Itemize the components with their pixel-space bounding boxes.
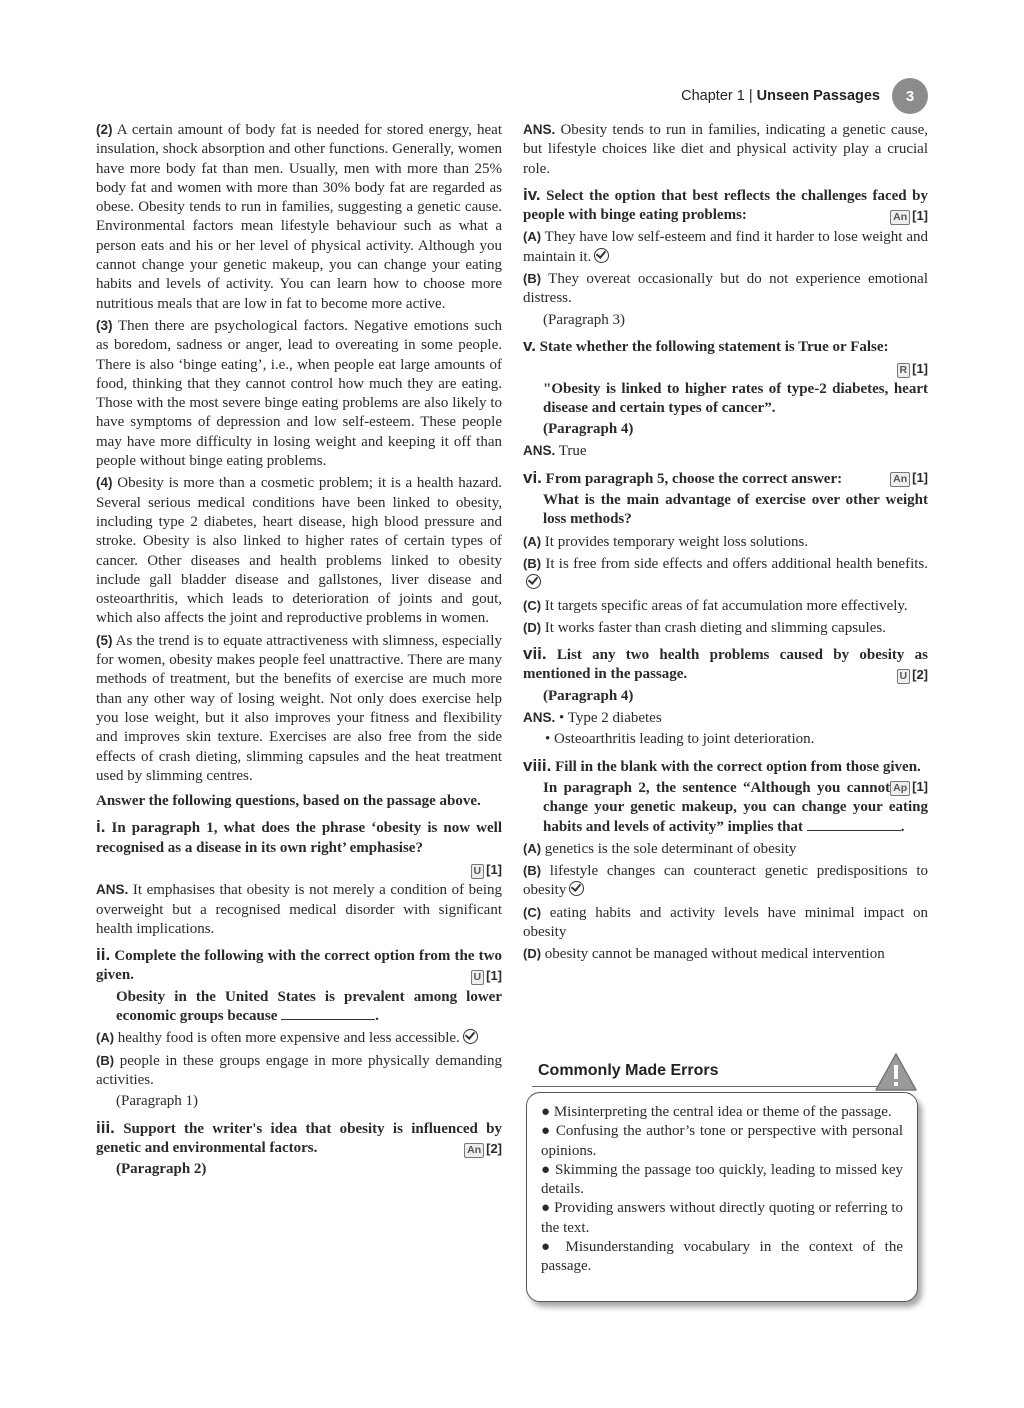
- option-label: (D): [523, 619, 542, 635]
- option-text: lifestyle changes can counteract genetic predispositions to obesity: [523, 863, 928, 899]
- question-8: [523, 755, 928, 794]
- question-number: iv.: [523, 184, 541, 204]
- option-text: It works faster than crash dieting and slimming capsules.: [544, 619, 886, 636]
- error-text: Confusing the author’s tone or perspective with personal opinions.: [541, 1123, 903, 1159]
- question-2: [96, 945, 502, 986]
- blank-line: [807, 818, 901, 831]
- paragraph-5: [96, 631, 502, 786]
- option-text: It targets specific areas of fat accumulation more effectively.: [544, 597, 908, 614]
- paragraph-ref: (Paragraph 2): [116, 1161, 207, 1178]
- level-icon: An: [890, 210, 910, 225]
- question-text: Complete the following with the correct option from the two given.: [96, 948, 502, 984]
- option-label: (A): [523, 533, 542, 549]
- blank-line: [281, 1007, 375, 1020]
- error-item: [541, 1122, 903, 1161]
- option-a: [523, 532, 928, 552]
- paragraph-text: Then there are psychological factors. Negative emotions such as boredom, sadness or anger, lead to overeating in some people. There is also ‘binge eating’, i.e., when people eat large amounts of food, thinking that they cannot control how much they are eating. Those with the most severe binge eating problems are also likely to have symptoms of depression and low self-esteem. These people may have more difficulty in losing weight and keeping it off than people without binge eating problems.: [96, 317, 502, 470]
- paragraph-number: (2): [96, 122, 113, 137]
- chapter-title: [681, 88, 880, 104]
- question-2-stem: Obesity in the United States is prevalent among lower economic groups because .: [116, 988, 502, 1025]
- option-label: (A): [523, 840, 542, 856]
- answer-label: ANS.: [523, 122, 556, 137]
- answer-label: ANS.: [96, 882, 129, 898]
- box-title: Commonly Made Errors: [538, 1062, 719, 1079]
- paragraph-text: Obesity is more than a cosmetic problem; it is a health hazard. Several serious medical conditions have been linked to obesity, including type 2 diabetes, heart disease, high blood pressure and stroke. Obesity is also linked to higher rates of certain types of cancer. Other diseases and health problems linked to obesity include gall bladder disease and gallstones, liver disease and osteoarthritis, which leads to deterioration of joints and gout, which also affects the joint and reproductive problems in women.: [96, 475, 503, 627]
- left-column: [96, 120, 502, 1181]
- instruction: Answer the following questions, based on the passage above.: [96, 793, 481, 810]
- option-text: They have low self-esteem and find it harder to lose weight and maintain it.: [523, 229, 928, 265]
- option-text: people in these groups engage in more physically demanding activities.: [96, 1052, 503, 1088]
- option-label: (C): [523, 904, 542, 920]
- option-text: obesity cannot be managed without medical intervention: [544, 946, 885, 963]
- bullet: ●: [541, 1200, 551, 1217]
- question-text: Select the option that best reflects the challenges faced by people with binge eating problems:: [523, 187, 929, 224]
- stem-text: Obesity in the United States is prevalent among lower economic groups because: [116, 988, 502, 1025]
- question-text: In paragraph 1, what does the phrase ‘obesity is now well recognised as a disease in its own right’ emphasise?: [96, 820, 502, 856]
- question-text: List any two health problems caused by obesity as mentioned in the passage.: [523, 647, 928, 683]
- question-6-stem: What is the main advantage of exercise over other weight loss methods?: [543, 492, 928, 528]
- paragraph-ref: (Paragraph 1): [116, 1093, 199, 1110]
- question-number: vi.: [523, 467, 542, 487]
- answer-5: [523, 441, 928, 461]
- marks: [1]: [912, 208, 928, 224]
- answer-7: ANS. • Type 2 diabetes: [523, 710, 662, 727]
- question-number: v.: [523, 335, 536, 355]
- question-number: vii.: [523, 644, 547, 664]
- option-c: [523, 903, 928, 943]
- level-icon: U: [471, 970, 485, 985]
- error-item: [541, 1103, 903, 1122]
- header-separator: |: [748, 88, 753, 104]
- answer-text: True: [558, 443, 587, 460]
- option-text: eating habits and activity levels have minimal impact on obesity: [523, 904, 928, 940]
- bullet: ●: [541, 1239, 556, 1256]
- option-label: (B): [523, 863, 542, 879]
- chapter-label: Chapter 1: [681, 88, 745, 104]
- option-label: (B): [523, 555, 542, 571]
- marks: [1]: [486, 968, 502, 984]
- option-label: (C): [523, 597, 542, 613]
- bullet: ●: [541, 1104, 551, 1120]
- question-7: [523, 644, 928, 685]
- error-item: [541, 1238, 903, 1277]
- error-item: [541, 1161, 903, 1200]
- level-icon: R: [897, 363, 911, 378]
- question-4: [523, 185, 928, 226]
- answer-1: [96, 880, 502, 939]
- option-text: healthy food is often more expensive and less accessible.: [117, 1030, 460, 1047]
- title-underline: [532, 1086, 878, 1087]
- option-text: It is free from side effects and offers additional health benefits.: [545, 555, 928, 572]
- paragraph-ref: (Paragraph 4): [543, 421, 634, 438]
- option-a: [96, 1028, 502, 1048]
- paragraph-text: As the trend is to equate attractiveness with slimness, especially for women, obesity makes people feel unattractive. There are many methods of treatment, but the benefits of exercise are much more than any other way of losing weight. Not only does exercise help you lose weight, but it also improves your fitness and flexibility and improves skin texture. Exercises are also free from the side effects of crash dieting, slimming capsules and the heat treatment used by slimming centres.: [96, 632, 502, 784]
- answer-label: ANS.: [523, 710, 556, 726]
- paragraph-2: [96, 120, 502, 314]
- question-number: iii.: [96, 1117, 115, 1137]
- option-label: (A): [523, 229, 542, 245]
- correct-check-icon: [463, 1029, 478, 1044]
- paragraph-ref: (Paragraph 3): [543, 311, 626, 328]
- correct-check-icon: [594, 248, 609, 263]
- marks: [1]: [912, 361, 928, 377]
- option-label: (B): [96, 1052, 115, 1068]
- option-label: (D): [523, 946, 542, 962]
- option-label: (B): [523, 271, 542, 287]
- page-header: [681, 78, 928, 114]
- answer-text: Osteoarthritis leading to joint deterioration.: [554, 731, 815, 748]
- option-b: [96, 1051, 502, 1091]
- stem-text: In paragraph 2, the sentence “Although you cannot change your genetic makeup, you can change your eating habits and levels of activity” implies that: [543, 779, 928, 835]
- level-icon: An: [464, 1143, 484, 1158]
- question-8-stem: In paragraph 2, the sentence “Although you cannot change your genetic makeup, you can change your eating habits and levels of activity” implies that .: [543, 779, 928, 835]
- paragraph-ref: (Paragraph 4): [543, 687, 634, 704]
- paragraph-text: A certain amount of body fat is needed for stored energy, heat insulation, shock absorption and other functions. Generally, women have more body fat than men. Usually, men with more than 25% body fat and women with more than 30% body fat are regarded as obese. Obesity tends to run in families, suggesting a genetic cause. Environmental factors mean lifestyle behaviour such as what a person eats and his or her level of physical activity. Although you cannot change your genetic makeup, you can change your eating habits and levels of activity. You can learn how to choose more nutritious meals that are low in fat to become more active.: [96, 122, 502, 312]
- option-c: [523, 596, 928, 616]
- answer-label: ANS.: [523, 443, 556, 459]
- page-number: 3: [892, 78, 928, 114]
- level-icon: U: [471, 864, 485, 879]
- marks: [1]: [486, 861, 502, 877]
- answer-text: Type 2 diabetes: [567, 710, 662, 727]
- error-text: Skimming the passage too quickly, leading to missed key details.: [541, 1161, 903, 1198]
- paragraph-3: [96, 316, 502, 471]
- level-icon: An: [890, 472, 910, 487]
- marks: [2]: [486, 1140, 502, 1156]
- marks: [2]: [912, 667, 928, 683]
- option-b: [523, 861, 928, 901]
- error-item: [541, 1199, 903, 1238]
- option-label: (A): [96, 1030, 115, 1046]
- option-text: It provides temporary weight loss solutions.: [544, 533, 809, 550]
- option-a: [523, 839, 928, 859]
- errors-list: [526, 1092, 918, 1302]
- question-number: ii.: [96, 945, 111, 965]
- question-1-tag: [96, 860, 502, 880]
- option-d: [523, 944, 928, 964]
- answer-text: It emphasises that obesity is not merely a condition of being overweight but a recognised medical disorder with significant health implications.: [96, 882, 503, 937]
- level-icon: Ap: [890, 781, 910, 796]
- option-d: [523, 618, 928, 638]
- question-5: [523, 336, 928, 357]
- bullet: ●: [541, 1123, 552, 1140]
- option-text: genetics is the sole determinant of obesity: [544, 840, 797, 857]
- right-column: [523, 120, 928, 967]
- warning-icon: [874, 1052, 918, 1092]
- correct-check-icon: [569, 881, 584, 896]
- paragraph-number: (5): [96, 632, 113, 648]
- paragraph-number: (3): [96, 317, 113, 333]
- section-label: Unseen Passages: [756, 88, 880, 104]
- level-icon: U: [897, 669, 911, 684]
- common-errors-box: [522, 1060, 918, 1302]
- correct-check-icon: [526, 574, 541, 589]
- question-3: [96, 1118, 502, 1159]
- marks: [1]: [912, 778, 928, 794]
- option-text: They overeat occasionally but do not experience emotional distress.: [523, 271, 928, 307]
- option-b: [523, 269, 928, 309]
- question-1: [96, 817, 502, 858]
- bullet: ●: [541, 1161, 551, 1178]
- marks: [1]: [912, 469, 928, 485]
- option-a: [523, 227, 928, 267]
- error-text: Providing answers without directly quoting or referring to the text.: [541, 1200, 904, 1236]
- answer-3: [523, 120, 928, 179]
- error-text: Misinterpreting the central idea or theme of the passage.: [553, 1104, 892, 1120]
- option-b: [523, 554, 928, 594]
- error-text: Misunderstanding vocabulary in the context of the passage.: [541, 1239, 903, 1275]
- question-number: viii.: [523, 755, 552, 775]
- question-text: State whether the following statement is True or False:: [539, 338, 889, 355]
- paragraph-4: [96, 473, 502, 628]
- question-text: From paragraph 5, choose the correct answer:: [545, 470, 843, 487]
- question-text: Support the writer's idea that obesity is influenced by genetic and environmental factors.: [96, 1120, 503, 1156]
- question-6: [523, 468, 928, 489]
- paragraph-number: (4): [96, 475, 113, 491]
- answer-text: Obesity tends to run in families, indicating a genetic cause, but lifestyle choices like diet and physical activity play a crucial role.: [523, 122, 928, 177]
- question-number: i.: [96, 817, 106, 837]
- question-text: Fill in the blank with the correct option from those given.: [555, 758, 921, 775]
- statement: "Obesity is linked to higher rates of type-2 diabetes, heart disease and certain types of cancer”.: [543, 380, 928, 416]
- answer-7-second: • Osteoarthritis leading to joint deterioration.: [545, 731, 815, 748]
- question-5-tag: [523, 359, 928, 379]
